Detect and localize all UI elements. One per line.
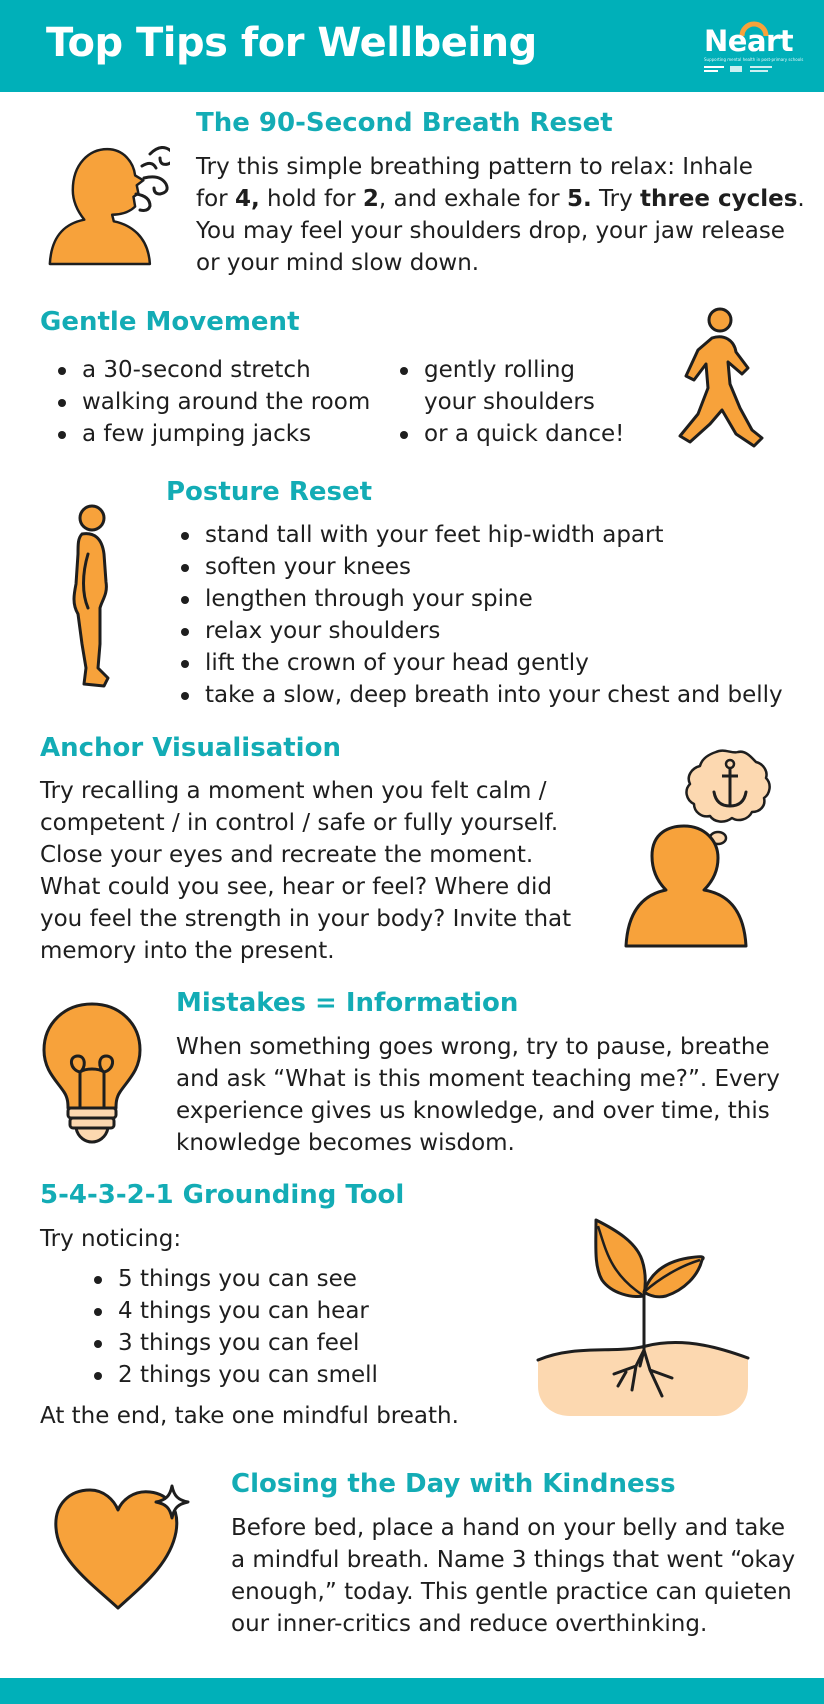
text-line: experience gives us knowledge, and over time, this <box>176 1098 770 1124</box>
thinking-anchor-icon <box>620 748 780 948</box>
breath-line: You may feel your shoulders drop, your jaw release <box>196 218 785 244</box>
anchor-text <box>40 775 600 967</box>
movement-heading: Gentle Movement <box>40 307 300 337</box>
posture-list <box>179 519 783 711</box>
walking-figure-icon <box>670 306 770 452</box>
text-line: you feel the strength in your body? Invite that <box>40 906 572 932</box>
list-item: soften your knees <box>179 551 783 583</box>
grounding-list <box>92 1263 378 1391</box>
list-item: 3 things you can feel <box>92 1327 378 1359</box>
neart-logo <box>700 12 810 80</box>
bold-run: 4, <box>234 186 260 212</box>
text-run: Try <box>591 186 641 212</box>
list-item: stand tall with your feet hip-width apart <box>179 519 783 551</box>
anchor-heading: Anchor Visualisation <box>40 733 341 763</box>
text-line: What could you see, hear or feel? Where did <box>40 874 553 900</box>
list-item: lift the crown of your head gently <box>179 647 783 679</box>
grounding-heading: 5-4-3-2-1 Grounding Tool <box>40 1180 405 1210</box>
breath-line: Try this simple breathing pattern to relax: Inhale <box>196 154 753 180</box>
list-item: 5 things you can see <box>92 1263 378 1295</box>
lightbulb-icon <box>40 1000 144 1148</box>
kindness-heading: Closing the Day with Kindness <box>231 1469 676 1499</box>
text-run: for <box>196 186 235 212</box>
list-item: 4 things you can hear <box>92 1295 378 1327</box>
text-run: . <box>797 186 805 212</box>
list-item: walking around the room <box>56 386 370 418</box>
breath-line <box>196 183 805 215</box>
movement-list-left <box>56 354 370 450</box>
bold-run: 5. <box>566 186 592 212</box>
movement-list-right <box>398 354 624 450</box>
list-item-continuation: your shoulders <box>424 389 595 415</box>
list-item: relax your shoulders <box>179 615 783 647</box>
standing-figure-icon <box>68 504 116 690</box>
bold-run: 2 <box>362 186 379 212</box>
bold-run: three cycles <box>640 186 798 212</box>
text-run: , and exhale for <box>378 186 567 212</box>
mistakes-text <box>176 1031 796 1159</box>
text-line: our inner-critics and reduce overthinking. <box>231 1611 708 1637</box>
text-line: knowledge becomes wisdom. <box>176 1130 515 1156</box>
list-item: gently rolling <box>398 354 624 386</box>
list-item: lengthen through your spine <box>179 583 783 615</box>
breath-line: or your mind slow down. <box>196 250 480 276</box>
sprout-icon <box>536 1216 750 1418</box>
kindness-text <box>231 1512 801 1640</box>
text-line: a mindful breath. Name 3 things that went “okay <box>231 1547 796 1573</box>
page-title: Top Tips for Wellbeing <box>46 20 537 66</box>
logo-tagline: Supporting mental health in post-primary schools <box>704 57 804 62</box>
breathing-person-icon <box>40 118 170 270</box>
header-banner <box>0 0 824 92</box>
footer-bar <box>0 1678 824 1704</box>
logo-wordmark: Neart <box>704 24 794 58</box>
grounding-outro: At the end, take one mindful breath. <box>40 1403 459 1429</box>
breath-heading: The 90-Second Breath Reset <box>196 108 613 138</box>
grounding-intro: Try noticing: <box>40 1226 182 1252</box>
text-run: hold for <box>259 186 363 212</box>
list-item: a 30-second stretch <box>56 354 370 386</box>
text-line: memory into the present. <box>40 938 335 964</box>
list-item: or a quick dance! <box>398 418 624 450</box>
text-line: Try recalling a moment when you felt calm / <box>40 778 547 804</box>
breath-text <box>196 151 805 279</box>
mistakes-heading: Mistakes = Information <box>176 988 519 1018</box>
text-line: When something goes wrong, try to pause, breathe <box>176 1034 770 1060</box>
heart-icon <box>52 1480 192 1620</box>
posture-heading: Posture Reset <box>166 477 373 507</box>
text-line: Close your eyes and recreate the moment. <box>40 842 534 868</box>
list-item: a few jumping jacks <box>56 418 370 450</box>
text-line: competent / in control / safe or fully yourself. <box>40 810 559 836</box>
text-line: and ask “What is this moment teaching me?”. Every <box>176 1066 780 1092</box>
text-line: Before bed, place a hand on your belly and take <box>231 1515 786 1541</box>
text-line: enough,” today. This gentle practice can quieten <box>231 1579 792 1605</box>
list-item: 2 things you can smell <box>92 1359 378 1391</box>
list-item: take a slow, deep breath into your chest and belly <box>179 679 783 711</box>
